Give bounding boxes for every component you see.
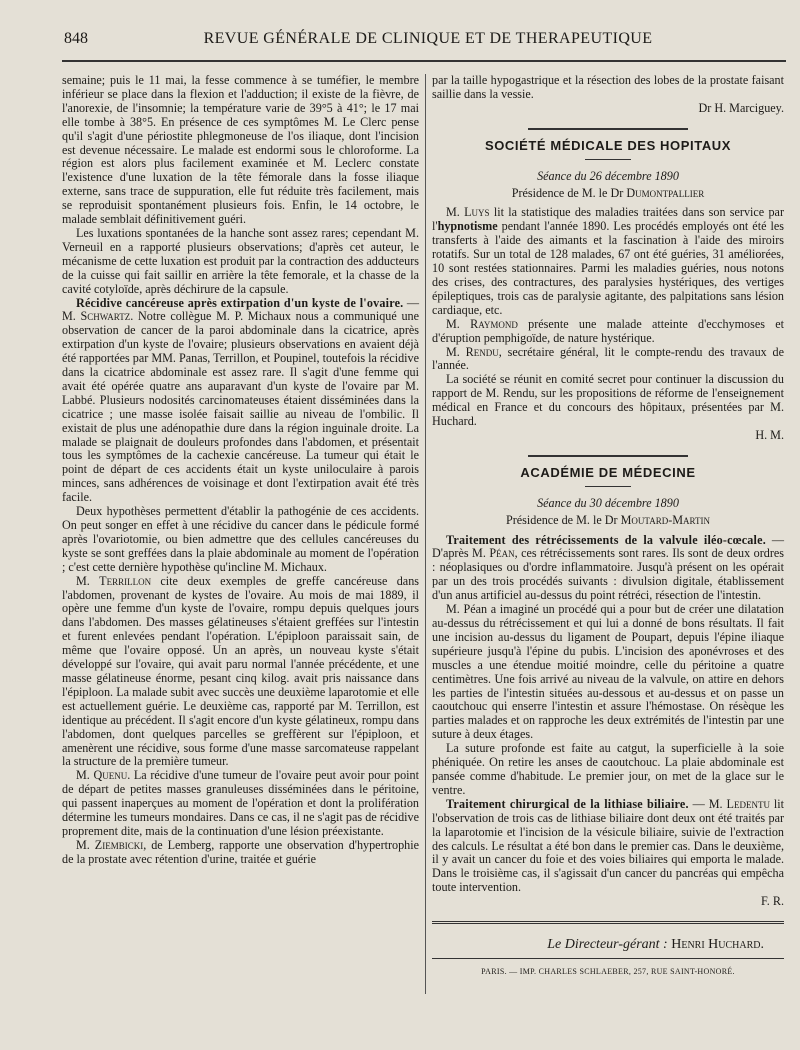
page-number: 848 [64, 30, 88, 47]
session-date: Séance du 26 décembre 1890 [537, 168, 679, 183]
author-name: Terrillon [99, 573, 152, 588]
section-rule [528, 455, 688, 457]
paragraph: La suture profonde est faite au catgut, la superficielle à la soie phéniquée. On retire les anses de caoutchouc. La plaie abdominale est pansée comme d'habitude. Le premier jour, on met de la glace sur le ventre. [432, 741, 784, 797]
session-date: Séance du 30 décembre 1890 [537, 495, 679, 510]
page-header [0, 30, 800, 52]
article-paragraph: Traitement chirurgical de la lithiase biliaire. — M. Ledentu lit l'observation de trois cas de lithiase biliaire dont deux ont été traités par la laparotomie et l'incision de la vésicule biliaire, suivie de l'extraction des calculs. Le résultat a été bon dans le premier cas. Dans le deuxième, il y avait un cancer du foie et des voies biliaires qui emporta le malade. Dans le troisième cas, il s'agissait d'un cancer du pancréas qui empêcha toute intervention. [432, 796, 785, 895]
article-title: Récidive cancéreuse après extirpation d'un kyste de l'ovaire. [76, 295, 404, 310]
presidency-prefix: Présidence de M. le Dr [505, 512, 618, 527]
presidency-prefix: Présidence de M. le Dr [511, 185, 624, 200]
section-title: ACADÉMIE DE MÉDECINE [520, 464, 696, 480]
president-name: Moutard-Martin [620, 512, 710, 527]
paragraph: M. Quenu. La récidive d'une tumeur de l'ovaire peut avoir pour point de départ de petites masses granuleuses disséminées dans le péritoine, qui passent inaperçues au moment de l'opération et dont la prolifération détermine les tumeurs mondaires. Dans ce cas, il ne s'agit pas de récidive proprement dite, mais de la continuation d'une lésion préexistante. [62, 768, 420, 838]
column-divider [425, 74, 426, 994]
article-title: Traitement des rétrécissements de la valvule iléo-cœcale. [446, 532, 766, 547]
signature: H. M. [755, 427, 784, 442]
author-name: Ziembicki [94, 837, 144, 852]
paragraph: semaine; puis le 11 mai, la fesse commence à se tuméfier, le membre inférieur se place dans la flexion et l'adduction; il existe de la fièvre, de l'anorexie, de l'insomnie; la température varie de 39°5 à 41°; le 17 mai elle tombe à 38°5. En présence de ces symptômes M. Le Clerc pense qu'il s'agit d'une périostite phlegmoneuse de l'os iliaque, dont l'incision est devenue nécessaire. Le malade est endormi sous le chloroforme. La région est alors plus facilement examinée et M. Leclerc constate l'existence d'une luxation de la tête fémorale dans la fosse iliaque externe, sans trace de suppuration, elle fut réduite très facilement, mais se reproduisit spontanément plusieurs fois. Enfin, le 14 octobre, le malade semblait définitivement guéri. [62, 73, 419, 227]
signature: Dr H. Marciguey. [698, 100, 784, 115]
section-rule [528, 128, 688, 130]
author-name: Ledentu [726, 796, 770, 811]
header-rule [62, 60, 786, 62]
paragraph-text: , ces rétrécissements sont rares. Ils sont de deux ordres : néoplasiques ou d'ordre inflammatoire. Jusqu'à présent on les opérait par un des trois procédés suivants : divulsion digitale, établissement d'un anus artificiel au-dessus du point rétréci, résection de l'intestin. [432, 546, 784, 603]
paragraph: Deux hypothèses permettent d'établir la pathogénie de ces accidents. On peut songer en effet à une récidive du cancer dans le pédicule formé après l'ovariotomie, ou bien admettre que des cellules cancéreuses du kyste se sont greffées dans la plaie abdominale au moment de l'opération ; c'est cette dernière hypothèse qu'incline M. Michaux. [62, 504, 419, 574]
author-name: Raymond [470, 316, 518, 331]
paragraph: M. Ziembicki, de Lemberg, rapporte une observation d'hypertrophie de la prostate avec rétention d'urine, traitée et guérie [62, 837, 419, 866]
author-name: Luys [464, 205, 490, 220]
paragraph: Les luxations spontanées de la hanche sont assez rares; cependant M. Verneuil en a rapporté plusieurs observations; d'après cet auteur, le mécanisme de cette luxation est produit par la contraction des adducteurs de la cuisse qui fait saillir en arrière la tête femorale, et la chasse de la cavité cotyloïde, après déchirure de la capsule. [62, 225, 419, 296]
paragraph-text: présente une malade atteinte d'ecchymoses et d'éruption pemphigoïde, de nature hystérique. [432, 316, 784, 345]
director-label: Le Directeur-gérant : [547, 937, 668, 953]
author-name: Péan [489, 546, 515, 561]
paragraph: M. Luys lit la statistique des maladies traitées dans son service par l'hypnotisme pendant l'année 1890. Les procédés employés ont été les transferts à l'aide des aimants et la fascination à l'aide des miroirs rotatifs. Sur un total de 128 malades, 67 ont été guéries, 31 améliorées, 10 sont restées stationnaires. Parmi les maladies guéries, nous notons des crises, des contractures, des paralysies hystériques, des vertiges épileptiques, trois cas de paralysie agitante, des palpitations sans lésion cardiaque, etc. [432, 205, 784, 317]
paragraph: M. Raymond présente une malade atteinte d'ecchymoses et d'éruption pemphigoïde, de nature hystérique. [432, 316, 784, 345]
author-name: Rendu [465, 344, 499, 359]
section-rule-short [585, 486, 631, 487]
printer-imprint: PARIS. — IMP. CHARLES SCHLAEBER, 257, RUE SAINT-HONORÉ. [481, 966, 735, 976]
left-column [62, 74, 419, 867]
director-line [432, 938, 784, 952]
paragraph-text: , secrétaire général, lit le compte-rendu des travaux de l'année. [432, 344, 784, 373]
paragraph-text: lit l'observation de trois cas de lithiase biliaire dont deux ont été traités par la laparotomie et l'incision de la vésicule biliaire, suivie de l'extraction des calculs. Le résultat a été bon dans le premier cas. Dans le deuxième, il y avait un cancer du foie et des voies biliaires qui emporta le malade. Dans le troisième cas, il s'agissait d'un cancer du pancréas qui empêcha toute intervention. [432, 796, 785, 895]
presidency [432, 187, 784, 201]
author-name: Quenu [93, 768, 128, 783]
paragraph: M. Péan a imaginé un procédé qui a pour but de créer une dilatation au-dessus du rétrécissement et qui lui a donné de bons résultats. Il fait une incision au-dessus du ligament de Poupart, depuis l'épine iliaque supérieure jusqu'à l'épine du pubis. L'incision des aponévroses et des muscles a une étendue moitié moindre, celle du péritoine a quatre centimètres. Une fois arrivé au niveau de la valvule, on attire en dehors les parties de l'intestin situées au-dessous et au-dessus et on passe un caoutchouc qui enserre l'intestin et assure l'hémostase. On résèque les parties malades et on rapproche les deux extrémités de l'intestin par une suture à deux étages. [432, 602, 784, 742]
paragraph-text: . Notre collègue M. P. Michaux nous a communiqué une observation de cancer de la paroi abdominale dans la cicatrice, après extirpation d'un kyste de l'ovaire; plusieurs observations en avaient déjà été rapportées par MM. Panas, Terrillon, et Poupinel, toutefois la récidive dans la cicatrice abdominale est assez rare. Il s'agit d'une femme qui avait été opérée quatre ans auparavant d'un kyste de l'ovaire par M. Labbé. Plusieurs nodosités carcinomateuses étaient disséminées dans la cicatrice ; une masse isolée faisait saillie au niveau de l'ombilic. Il existait de plus une adénopathie dure dans la région inguinale droite. La malade se plaignait de douleurs profondes dans l'abdomen, et présentait tous les symptômes de la cachexie cancéreuse. La tumeur qui était le point de départ de ces accidents était un kyste uniloculaire à parois minces, sans adhérences de voisinage et dont l'extirpation avait été très facile. [62, 309, 419, 505]
director-name: Henri Huchard. [671, 937, 764, 953]
presidency [432, 514, 784, 528]
paragraph: par la taille hypogastrique et la résection des lobes de la prostate faisant saillie dans la vessie. [432, 73, 784, 101]
section-rule-short [585, 159, 631, 160]
right-column [432, 74, 784, 979]
article-paragraph: Traitement des rétrécissements de la valvule iléo-cœcale. — D'après M. Péan, ces rétrécissements sont rares. Ils sont de deux ordres : néoplasiques ou d'ordre inflammatoire. Jusqu'à présent on les opérait par un des trois procédés suivants : divulsion digitale, établissement d'un anus artificiel au-dessus du point rétréci, résection de l'intestin. [432, 532, 784, 603]
paragraph-text: lit la statistique des maladies traitées dans son service par l' [432, 205, 784, 234]
paragraph-text: cite deux exemples de greffe cancéreuse dans l'abdomen, provenant de kystes de l'ovaire. Au mois de mai 1889, il opère une femme d'un kyste de l'ovaire, rompu depuis quelques jours dans l'abdomen. Des masses gélatineuses s'étaient greffées sur l'intestin et furent enlevées pendant l'opération. L'épiploon paraissait sain, de même que l'ovaire opposé. Un an après, un nouveau kyste s'était développé sur l'ovaire, qui avait paru normal l'année précédente, et une masse gélatineuse énorme, pesant cinq kilog. avait pris naissance dans l'épiploon. La malade subit avec succès une deuxième laparotomie et elle est actuellement guérie. Le deuxième cas, rapporté par M. Terrillon, est identique au précédent. Il s'agit encore d'un kyste gélatineux, rompu dans l'abdomen, dont quelques parcelles se greffèrent sur l'épiploon, et amenèrent une récidive, sous forme d'une masse sarcomateuse rappelant la structure de la première tumeur. [62, 573, 419, 769]
president-name: Dumontpallier [626, 185, 705, 200]
paragraph: M. Rendu, secrétaire général, lit le compte-rendu des travaux de l'année. [432, 344, 784, 373]
running-title: REVUE GÉNÉRALE DE CLINIQUE ET DE THERAPEUTIQUE [203, 30, 653, 47]
paragraph: M. Terrillon cite deux exemples de greffe cancéreuse dans l'abdomen, provenant de kystes de l'ovaire. Au mois de mai 1889, il opère une femme d'un kyste de l'ovaire, rompu depuis quelques jours dans l'abdomen. Des masses gélatineuses s'étaient greffées sur l'intestin et furent enlevées pendant l'opération. L'épiploon paraissait sain, de même que l'ovaire opposé. Un an après, un nouveau kyste s'était développé sur l'ovaire, qui avait paru normal l'année précédente, et une masse gélatineuse énorme, pesant cinq kilog. avait pris naissance dans l'épiploon. La malade subit avec succès une deuxième laparotomie et elle est actuellement guérie. Le deuxième cas, rapporté par M. Terrillon, est identique au précédent. Il s'agit encore d'un kyste gélatineux, rompu dans l'abdomen, dont quelques parcelles se greffèrent sur l'épiploon, et amenèrent une récidive, sous forme d'une masse sarcomateuse rappelant la structure de la première tumeur. [62, 573, 419, 769]
paragraph-text: pendant l'année 1890. Les procédés employés ont été les transferts à l'aide des aimants et la fascination à l'aide des miroirs rotatifs. Sur un total de 128 malades, 67 ont été guéries, 31 améliorées, 10 sont restées stationnaires. Parmi les maladies guéries, nous notons des crises, des contractures, des paralysies hystériques, des vertiges épileptiques, trois cas de paralysie agitante, des palpitations sans lésion cardiaque, etc. [432, 219, 784, 317]
paragraph: La société se réunit en comité secret pour continuer la discussion du rapport de M. Rendu, sur les propositions de réforme de l'enseignement médical en France et du concours des hôpitaux, présentées par M. Huchard. [432, 372, 784, 429]
imprint-rule [432, 958, 784, 959]
signature: F. R. [761, 894, 784, 909]
author-name: Schwartz [80, 309, 131, 324]
paragraph-text: . La récidive d'une tumeur de l'ovaire peut avoir pour point de départ de petites masses granuleuses disséminées dans le péritoine, qui passent inaperçues au moment de l'opération et dont la prolifération détermine les tumeurs mondaires. Dans ce cas, il ne s'agit pas de récidive proprement dite, mais de la continuation d'une lésion préexistante. [62, 768, 420, 838]
section-title: SOCIÉTÉ MÉDICALE DES HOPITAUX [484, 137, 732, 153]
end-rule [432, 921, 784, 924]
bold-term: hypnotisme [437, 219, 498, 234]
article-paragraph: Récidive cancéreuse après extirpation d'un kyste de l'ovaire. — M. Schwartz. Notre collègue M. P. Michaux nous a communiqué une observation de cancer de la paroi abdominale dans la cicatrice, après extirpation d'un kyste de l'ovaire; plusieurs observations en avaient déjà été rapportées par MM. Panas, Terrillon, et Poupinel, toutefois la récidive dans la cicatrice abdominale est assez rare. Il s'agit d'une femme qui avait été opérée quatre ans auparavant d'un kyste de l'ovaire par M. Labbé. Plusieurs nodosités carcinomateuses étaient disséminées dans la cicatrice ; une masse isolée faisait saillie au niveau de l'ombilic. Il existait de plus une adénopathie dure dans la région inguinale droite. La malade se plaignait de douleurs profondes dans l'abdomen, et présentait tous les symptômes de la cachexie cancéreuse. La tumeur qui était le point de départ de ces accidents était un kyste uniloculaire à parois minces, sans adhérences de voisinage et dont l'extirpation avait été très facile. [62, 295, 419, 505]
paragraph-text: , de Lemberg, rapporte une observation d'hypertrophie de la prostate avec rétention d'urine, traitée et guérie [62, 837, 419, 866]
article-title: Traitement chirurgical de la lithiase biliaire. [446, 796, 689, 811]
